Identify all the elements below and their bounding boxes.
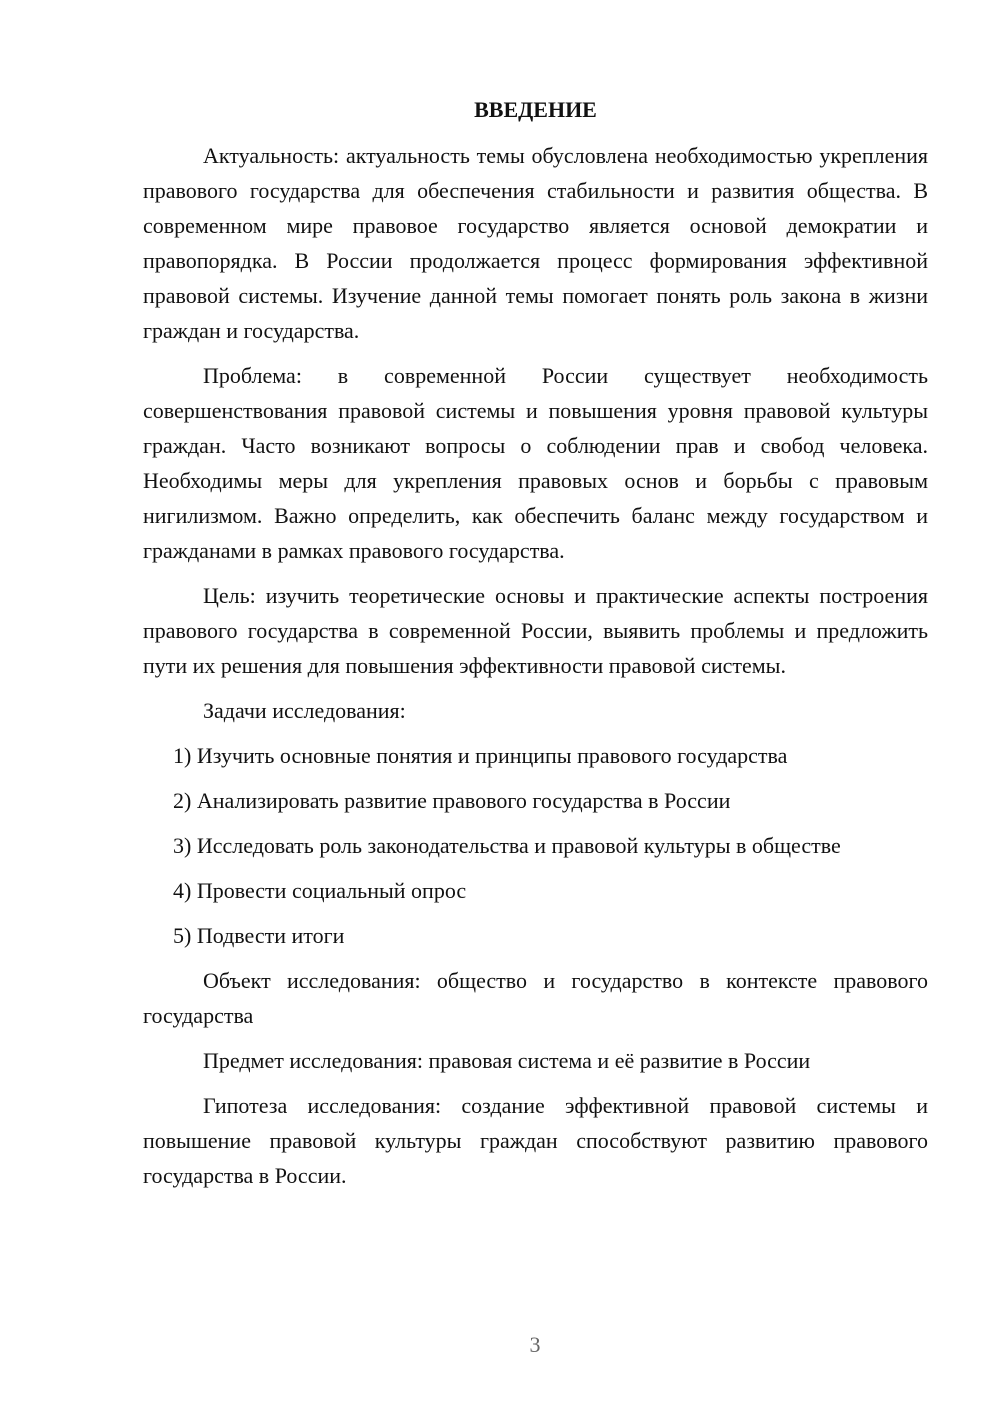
list-item: 5) Подвести итоги [173, 923, 345, 948]
list-item: 1) Изучить основные понятия и принципы правового государства [173, 743, 788, 768]
list-item: 4) Провести социальный опрос [173, 878, 467, 903]
page-number: 3 [529, 1332, 541, 1357]
object-paragraph: Объект исследования: общество и государство в контексте правового государства [143, 968, 928, 1028]
hypothesis-paragraph: Гипотеза исследования: создание эффективной правовой системы и повышение правовой культуры граждан способствуют развитию правового государства в России. [143, 1093, 928, 1188]
page-title: ВВЕДЕНИЕ [474, 97, 597, 122]
relevance-paragraph: Актуальность: актуальность темы обусловлена необходимостью укрепления правового государства для обеспечения стабильности и развития общества. В современном мире правовое государство является основой демократии и правопорядка. В России продолжается процесс формирования эффективной правовой системы. Изучение данной темы помогает понять роль закона в жизни граждан и государства. [143, 143, 928, 343]
list-item: 3) Исследовать роль законодательства и правовой культуры в обществе [173, 833, 841, 858]
goal-paragraph: Цель: изучить теоретические основы и практические аспекты построения правового государства в современной России, выявить проблемы и предложить пути их решения для повышения эффективности правовой системы. [143, 583, 928, 678]
document-page [143, 95, 928, 1203]
problem-paragraph: Проблема: в современной России существует необходимость совершенствования правовой системы и повышения уровня правовой культуры граждан. Часто возникают вопросы о соблюдении прав и свобод человека. Необходимы меры для укрепления правовых основ и борьбы с правовым нигилизмом. Важно определить, как обеспечить баланс между государством и гражданами в рамках правового государства. [143, 363, 928, 563]
list-item: 2) Анализировать развитие правового государства в России [173, 788, 731, 813]
subject-paragraph: Предмет исследования: правовая система и её развитие в России [203, 1048, 811, 1073]
tasks-heading: Задачи исследования: [203, 698, 406, 723]
